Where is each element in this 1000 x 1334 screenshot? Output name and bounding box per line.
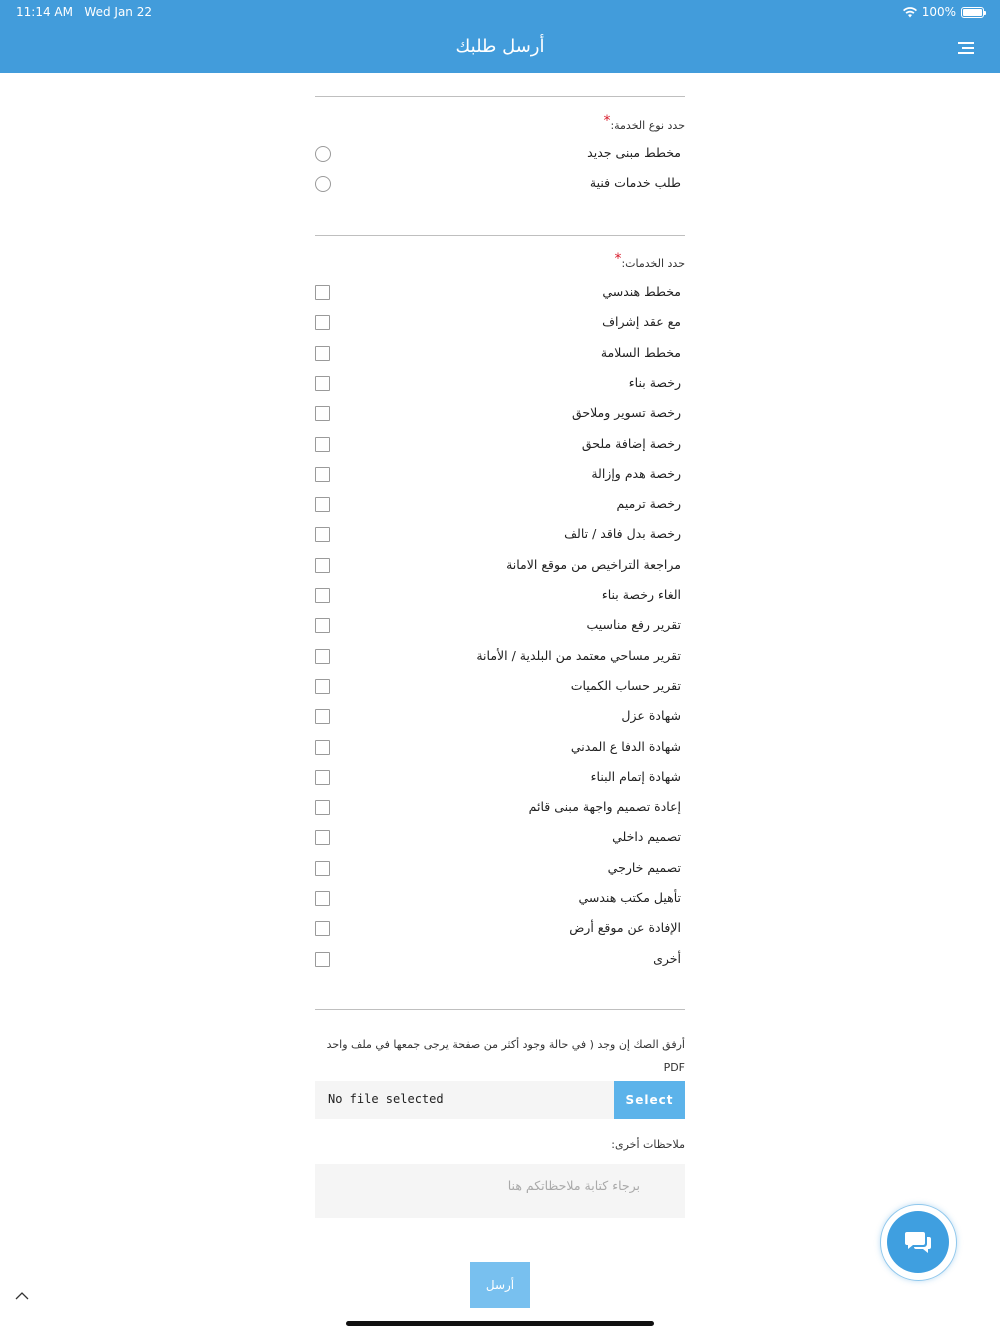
option-label: رخصة بدل فاقد / تالف [564,526,681,542]
submit-button[interactable]: أرسل [470,1262,530,1308]
service-option[interactable] [315,555,685,577]
home-indicator [346,1321,654,1326]
checkbox[interactable] [315,861,330,876]
radio-button[interactable] [315,146,331,162]
service-type-option[interactable] [315,173,685,195]
service-type-label: حدد نوع الخدمة:* [603,113,685,132]
option-label: تقرير رفع مناسيب [586,617,681,633]
page-title: أرسل طلبك [455,36,545,57]
checkbox[interactable] [315,346,330,361]
option-label: مخطط السلامة [600,344,681,360]
scroll-up-icon[interactable] [14,1288,30,1304]
service-option[interactable] [315,585,685,607]
checkbox[interactable] [315,800,330,815]
service-option[interactable] [315,343,685,365]
checkbox[interactable] [315,467,330,482]
option-label: رخصة إضافة ملحق [581,435,681,451]
notes-textarea[interactable] [315,1164,685,1218]
option-label: تصميم خارجي [607,859,681,875]
section-divider [315,1009,685,1010]
option-label: تقرير مساحي معتمد من البلدية / الأمانة [476,647,681,663]
battery-percent: 100% [921,5,956,19]
service-option[interactable] [315,434,685,456]
checkbox[interactable] [315,679,330,694]
checkbox[interactable] [315,558,330,573]
checkbox[interactable] [315,618,330,633]
option-label: تأهيل مكتب هندسي [578,890,681,905]
option-label: رخصة ترميم [616,496,681,512]
service-type-option[interactable] [315,143,685,165]
checkbox[interactable] [315,406,330,421]
service-option[interactable] [315,494,685,516]
service-option[interactable] [315,827,685,849]
option-label: الإفادة عن موقع أرض [569,920,681,936]
checkbox[interactable] [315,709,330,724]
service-option[interactable] [315,615,685,637]
service-option[interactable] [315,403,685,425]
checkbox[interactable] [315,315,330,330]
section-divider [315,96,685,97]
checkbox[interactable] [315,770,330,785]
option-label: شهادة عزل [621,708,681,724]
status-indicators [903,5,984,19]
service-option[interactable] [315,646,685,668]
option-label: رخصة هدم وإزالة [591,465,681,481]
service-option[interactable] [315,312,685,334]
option-label: إعادة تصميم واجهة مبنى قائم [528,799,681,815]
notes-label: ملاحظات أخرى: [611,1138,685,1151]
service-option[interactable] [315,737,685,759]
option-label: تصميم داخلي [612,829,681,845]
option-label: شهادة الدفا ع المدني [570,738,681,754]
file-input[interactable] [315,1081,685,1119]
service-option[interactable] [315,918,685,940]
chat-icon [904,1230,932,1254]
option-label: رخصة تسوير وملاحق [571,405,681,421]
option-label: شهادة إتمام البناء [590,768,681,784]
checkbox[interactable] [315,527,330,542]
option-label: الغاء رخصة بناء [601,587,681,602]
file-status: No file selected [328,1092,444,1106]
service-option[interactable] [315,676,685,698]
checkbox[interactable] [315,830,330,845]
option-label: طلب خدمات فنية [589,175,681,190]
checkbox[interactable] [315,891,330,906]
menu-icon[interactable] [958,42,974,54]
service-option[interactable] [315,767,685,789]
option-label: مخطط هندسي [602,284,681,299]
radio-button[interactable] [315,176,331,192]
notes-placeholder: برجاء كتابة ملاحظاتكم هنا [507,1178,640,1193]
select-file-button[interactable]: Select [614,1081,685,1119]
option-label: مخطط مبنى جديد [587,145,681,160]
chat-button[interactable] [880,1204,957,1281]
wifi-icon [903,7,917,18]
service-option[interactable] [315,797,685,819]
required-mark: * [603,113,611,129]
service-option[interactable] [315,464,685,486]
service-option[interactable] [315,949,685,971]
checkbox[interactable] [315,921,330,936]
option-label: أخرى [653,950,681,966]
service-option[interactable] [315,282,685,304]
option-label: تقرير حساب الكميات [570,677,681,693]
checkbox[interactable] [315,376,330,391]
checkbox[interactable] [315,740,330,755]
section-divider [315,235,685,236]
app-header [0,0,1000,73]
checkbox[interactable] [315,497,330,512]
attachment-label: أرفق الصك إن وجد ( في حالة وجود أكثر من صفحة يرجى جمعها في ملف واحد PDF [326,1038,685,1074]
checkbox[interactable] [315,649,330,664]
checkbox[interactable] [315,285,330,300]
service-option[interactable] [315,706,685,728]
option-label: مع عقد إشراف [602,314,681,330]
battery-icon [961,7,984,18]
chat-bubble [887,1211,949,1273]
status-time: 11:14 AM Wed Jan 22 [16,5,152,19]
service-option[interactable] [315,888,685,910]
required-mark: * [614,251,622,267]
option-label: رخصة بناء [628,374,681,390]
service-option[interactable] [315,373,685,395]
checkbox[interactable] [315,588,330,603]
checkbox[interactable] [315,952,330,967]
option-label: مراجعة التراخيص من موقع الامانة [506,556,681,572]
checkbox[interactable] [315,437,330,452]
services-label: حدد الخدمات:* [614,251,685,270]
service-option[interactable] [315,858,685,880]
service-option[interactable] [315,524,685,546]
